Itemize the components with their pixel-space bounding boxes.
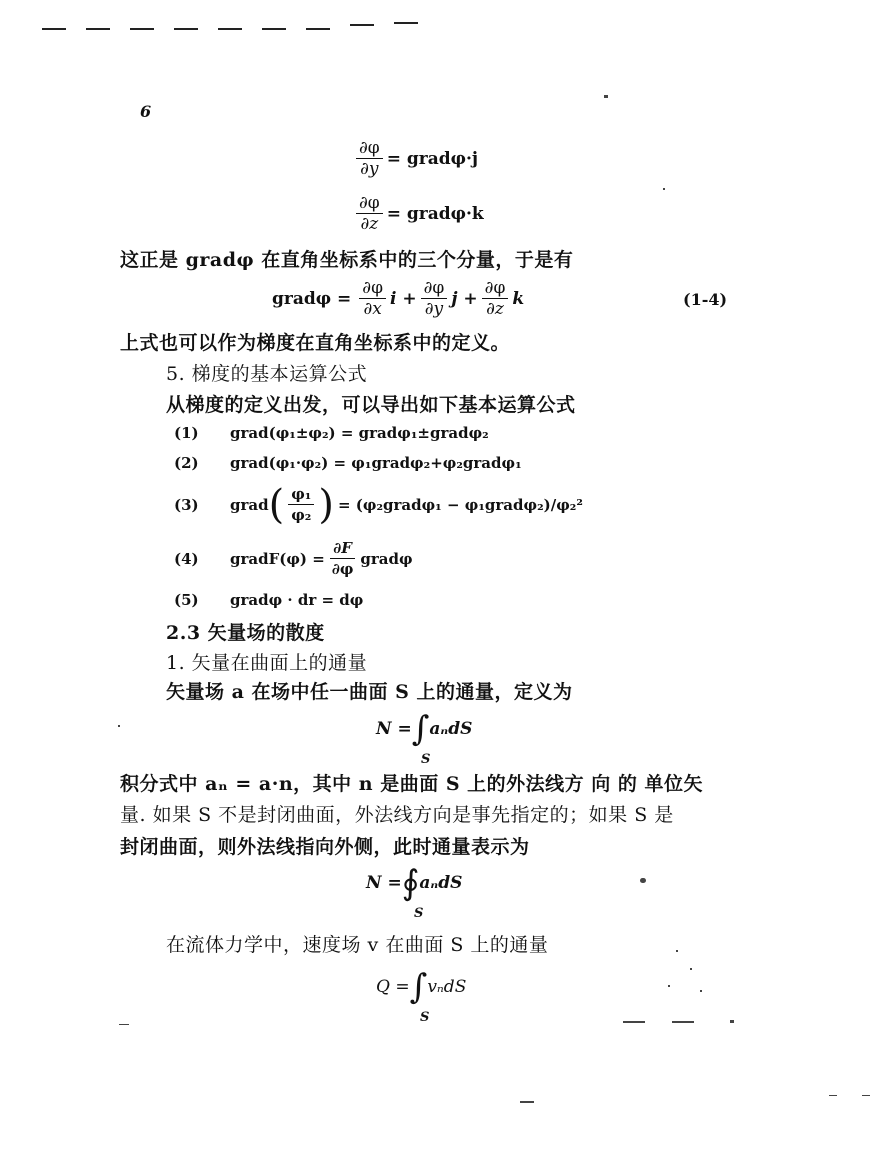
flux-velocity-subscript: S <box>420 1010 430 1025</box>
rule-5: (5) gradφ · dr = dφ <box>174 591 364 609</box>
text-line-2: 上式也可以作为梯度在直角坐标系中的定义。 <box>120 332 511 354</box>
formula-partial-z: $\frac{\partial\varphi}{\partial z}$ = gradφ·k <box>352 193 484 234</box>
formula-grad-definition: gradφ = $\frac{\partial\varphi}{\partial x}$ i + $\frac{\partial\varphi}{\partial y}$ j + $\frac{\partial\varphi}{\partial z}$ k <box>272 278 525 319</box>
text-line-6: 量. 如果 S 不是封闭曲面，外法线方向是事先指定的；如果 S 是 <box>120 804 674 826</box>
page-number: 6 <box>140 102 152 121</box>
rule-3: (3) grad ( $\frac{\text{φ₁}}{\text{φ₂}}$ ) = (φ₂gradφ₁ − φ₁gradφ₂)/φ₂² <box>174 481 583 528</box>
equation-number: (1-4) <box>683 290 728 309</box>
text-line-8: 在流体力学中，速度场 v 在曲面 S 上的通量 <box>166 934 549 956</box>
flux-closed-subscript: S <box>414 906 424 921</box>
rule-2: (2) grad(φ₁·φ₂) = φ₁gradφ₂+φ₂gradφ₁ <box>174 454 522 472</box>
text-line-5: 积分式中 aₙ = a·n，其中 n 是曲面 S 上的外法线方 向 的 单位矢 <box>120 773 704 795</box>
section-heading-2-3: 2.3 矢量场的散度 <box>166 622 325 644</box>
text-line-7: 封闭曲面，则外法线指向外侧，此时通量表示为 <box>120 836 530 858</box>
formula-partial-y: $\frac{\partial\varphi}{\partial y}$ = gradφ·j <box>352 138 478 179</box>
text-line-1: 这正是 gradφ 在直角坐标系中的三个分量，于是有 <box>120 249 574 271</box>
flux-open-subscript: S <box>421 752 431 767</box>
section-heading-5: 5. 梯度的基本运算公式 <box>166 363 368 385</box>
formula-flux-closed: N = ∮ aₙdS <box>366 863 463 903</box>
subsection-heading-1: 1. 矢量在曲面上的通量 <box>166 652 368 674</box>
formula-flux-open: N = ∫ aₙdS <box>376 709 473 749</box>
rule-1: (1) grad(φ₁±φ₂) = gradφ₁±gradφ₂ <box>174 424 489 442</box>
formula-flux-velocity: Q = ∫ vₙdS <box>376 967 467 1007</box>
rule-4: (4) gradF(φ) = $\frac{\partial F}{\partial\varphi}$ gradφ <box>174 539 413 578</box>
text-line-4: 矢量场 a 在场中任一曲面 S 上的通量，定义为 <box>166 681 573 703</box>
text-line-3: 从梯度的定义出发，可以导出如下基本运算公式 <box>166 394 576 416</box>
